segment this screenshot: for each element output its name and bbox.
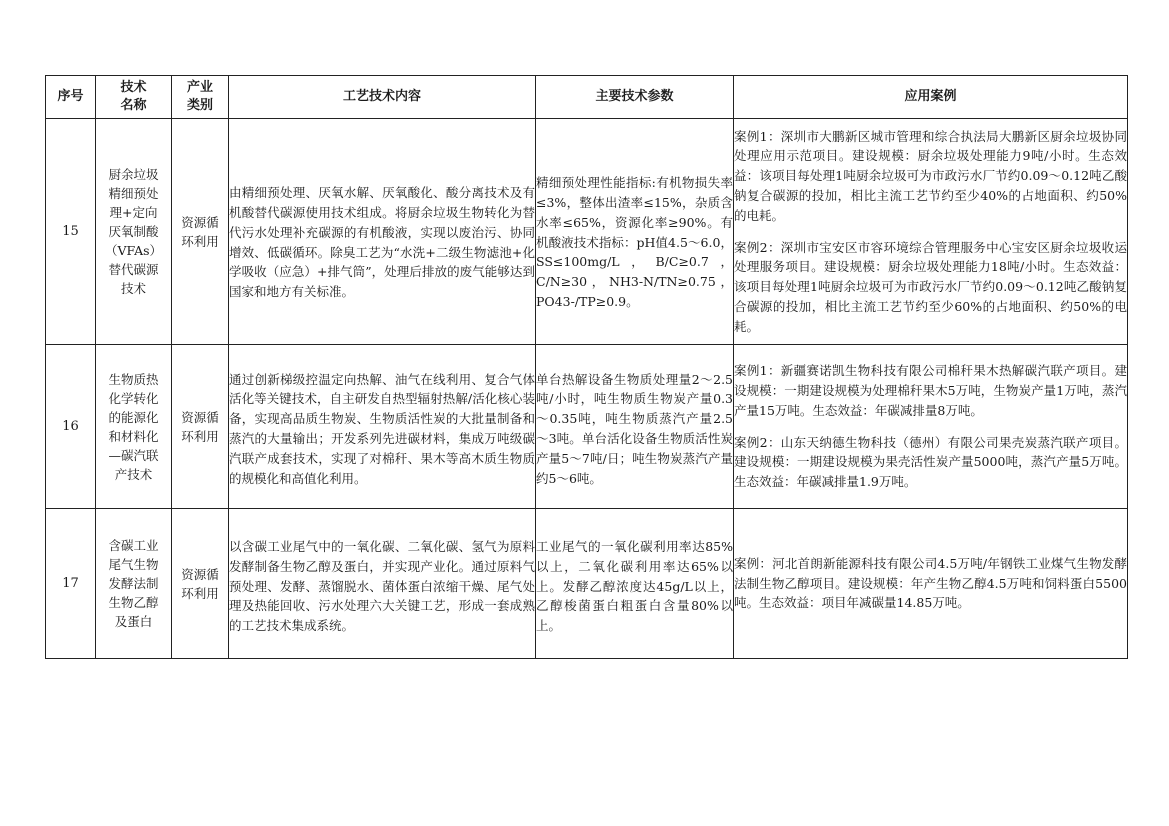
tech-name-line: 精细预处 [108,186,159,201]
header-row [46,76,1128,119]
process-content-cell: 以含碳工业尾气中的一氧化碳、二氧化碳、氢气为原料发酵制备生物乙醇及蛋白，并实现产业化。通过原料气预处理、发酵、蒸馏脱水、菌体蛋白浓缩干燥、尾气处理及热能回收、污水处理六大关键工艺，形成一套成熟的工艺技术集成系统。 [229,509,536,659]
header-main-parameters: 主要技术参数 [536,76,734,119]
industry-category-cell [172,345,229,509]
header-application-cases: 应用案例 [734,76,1128,119]
category-line: 环利用 [181,428,219,444]
table-row [46,345,1128,509]
tech-name-line: —碳汽联 [108,447,159,463]
tech-name-cell [96,345,172,509]
technology-table [45,75,1128,659]
category-line: 资源循 [181,214,219,230]
case-text: 案例1：深圳市大鹏新区城市管理和综合执法局大鹏新区厨余垃圾协同处理应用示范项目。建设规模：厨余垃圾处理能力9吨/小时。生态效益：该项目每处理1吨厨余垃圾可为市政污水厂节约0.09～0.12吨乙酸钠复合碳源的投加，相比主流工艺节约至少40%的占地面积、约50%的电耗。 [734,128,1127,223]
header-tech-name [96,76,172,119]
tech-name-line: 替代碳源 [108,262,159,277]
tech-name-line: 含碳工业 [108,538,159,553]
tech-name-line: 厌氧制酸 [108,224,159,239]
table-row [46,119,1128,345]
header-tech-name-line: 名称 [120,98,147,113]
tech-name-line: 和材料化 [108,428,159,444]
tech-name-line: 尾气生物 [108,557,159,572]
tech-name-cell [96,509,172,659]
tech-name-line: 化学转化 [108,390,159,406]
industry-category-cell [172,119,229,345]
parameters-cell: 单台热解设备生物质处理量2～2.5吨/小时，吨生物质生物炭产量0.3～0.35吨，吨生物质蒸汽产量2.5～3吨。单台活化设备生物质活性炭产量5～7吨/日；吨生物炭蒸汽产量约5～6吨。 [536,345,734,509]
tech-name-line: 技术 [120,281,146,296]
application-cases-cell [734,119,1128,345]
row-number: 17 [46,509,96,659]
application-cases-cell [734,509,1128,659]
header-tech-name-line: 技术 [120,80,147,95]
tech-name-line: 发酵法制 [108,576,159,591]
tech-name-line: 厨余垃圾 [108,167,159,182]
row-number: 16 [46,345,96,509]
case-text: 案例：河北首朗新能源科技有限公司4.5万吨/年钢铁工业煤气生物发酵法制生物乙醇项目。建设规模：年产生物乙醇4.5万吨和饲料蛋白5500吨。生态效益：项目年减碳量14.85万吨。 [734,555,1127,611]
category-line: 环利用 [181,233,219,249]
process-content-cell: 通过创新梯级控温定向热解、油气在线利用、复合气体活化等关键技术，自主研发自热型辐射热解/活化核心装备，实现高品质生物炭、生物质活性炭的大批量制备和蒸汽的大量输出；开发系列先进碳材料，集成万吨级碳汽联产成套技术，实现了对棉秆、果木等高木质生物质的规模化和高值化利用。 [229,345,536,509]
tech-name-line: 及蛋白 [114,614,153,629]
table-row [46,509,1128,659]
tech-name-line: 产技术 [114,466,153,482]
header-category-line: 类别 [186,98,213,113]
tech-name-line: 生物乙醇 [108,595,159,610]
row-number: 15 [46,119,96,345]
parameters-cell: 精细预处理性能指标:有机物损失率≤3%，整体出渣率≤15%，杂质含水率≤65%，资源化率≥90%。有机酸液技术指标：pH值4.5～6.0，SS≤100mg/L，B/C≥0.7，C/N≥30，NH3-N/TN≥0.75，PO43-/TP≥0.9。 [536,119,734,345]
header-category-line: 产业 [186,80,213,95]
header-number: 序号 [46,76,96,119]
category-line: 环利用 [181,585,219,601]
case-text: 案例2：山东天纳德生物科技（德州）有限公司果壳炭蒸汽联产项目。建设规模：一期建设规模为果壳活性炭产量5000吨，蒸汽产量5万吨。生态效益：年碳减排量1.9万吨。 [734,434,1127,490]
tech-name-line: 生物质热 [108,371,159,387]
case-text: 案例2：深圳市宝安区市容环境综合管理服务中心宝安区厨余垃圾收运处理服务项目。建设规模：厨余垃圾处理能力18吨/小时。生态效益：该项目每处理1吨厨余垃圾可为市政污水厂节约0.09～0.12吨乙酸钠复合碳源的投加，相比主流工艺节约至少60%的占地面积、约50%的电耗。 [734,239,1127,334]
tech-name-line: （VFAs） [104,243,163,258]
application-cases-cell [734,345,1128,509]
category-line: 资源循 [181,566,219,582]
category-line: 资源循 [181,409,219,425]
header-process-content: 工艺技术内容 [229,76,536,119]
case-text: 案例1：新疆赛诺凯生物科技有限公司棉秆果木热解碳汽联产项目。建设规模：一期建设规模为处理棉秆果木5万吨，生物炭产量1万吨，蒸汽产量15万吨。生态效益：年碳减排量8万吨。 [734,363,1127,418]
industry-category-cell [172,509,229,659]
parameters-cell: 工业尾气的一氧化碳利用率达85%以上，二氧化碳利用率达65%以上。发酵乙醇浓度达45g/L以上，乙醇梭菌蛋白粗蛋白含量80%以上。 [536,509,734,659]
tech-name-line: 的能源化 [108,409,159,425]
tech-name-cell [96,119,172,345]
process-content-cell: 由精细预处理、厌氧水解、厌氧酸化、酸分离技术及有机酸替代碳源使用技术组成。将厨余垃圾生物转化为替代污水处理补充碳源的有机酸液，实现以废治污、协同增效、低碳循环。除臭工艺为“水洗+二级生物滤池+化学吸收（应急）+排气筒”，处理后排放的废气能够达到国家和地方有关标准。 [229,119,536,345]
tech-name-line: 理+定向 [109,205,158,220]
header-industry-category [172,76,229,119]
